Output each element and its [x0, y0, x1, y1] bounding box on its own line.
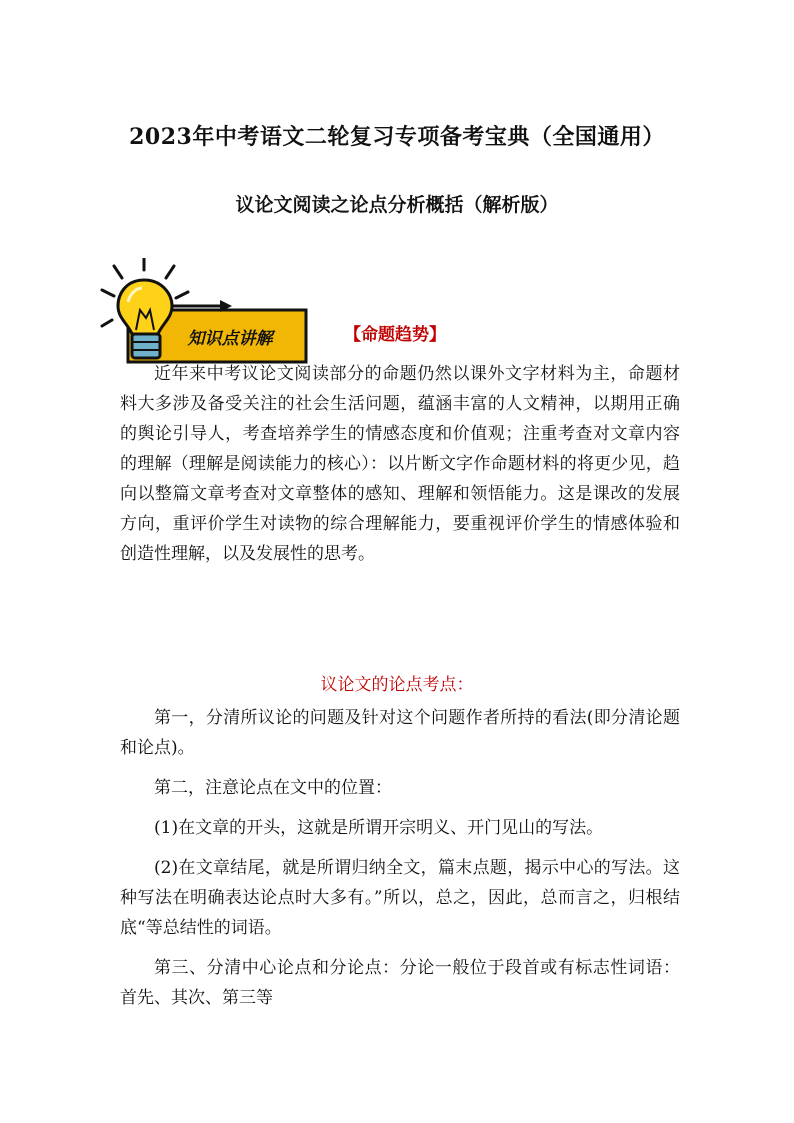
- key-point-item: 第三、分清中心论点和分论点：分论一般位于段首或有标志性词语：首先、其次、第三等: [120, 958, 680, 1008]
- key-point-item: (1)在文章的开头，这就是所谓开宗明义、开门见山的写法。: [154, 818, 604, 838]
- key-point-item: 第一，分清所议论的问题及针对这个问题作者所持的看法(即分清论题和论点)。: [120, 708, 680, 758]
- key-point-item: 第二，注意论点在文中的位置：: [154, 778, 392, 798]
- knowledge-badge: [100, 258, 340, 368]
- badge-label: 知识点讲解: [187, 329, 273, 349]
- key-point-item: (2)在文章结尾，就是所谓归纳全文，篇末点题，揭示中心的写法。这种写法在明确表达论点时大多有。”所以，总之，因此，总而言之，归根结底“等总结性的词语。: [120, 858, 680, 938]
- trend-heading: 【命题趋势】: [344, 325, 446, 345]
- trend-paragraph: 近年来中考议论文阅读部分的命题仍然以课外文字材料为主，命题材料大多涉及备受关注的社会生活问题，蕴涵丰富的人文精神，以期用正确的舆论引导人，考查培养学生的情感态度和价值观；注重考查对文章内容的理解（理解是阅读能力的核心）：以片断文字作命题材料的将更少见，趋向以整篇文章考查对文章整体的感知、理解和领悟能力。这是课改的发展方向，重评价学生对读物的综合理解能力，要重视评价学生的情感体验和创造性理解，以及发展性的思考。: [120, 364, 680, 564]
- key-points-list: [120, 703, 680, 1023]
- document-title: 2023年中考语文二轮复习专项备考宝典（全国通用）: [129, 124, 665, 150]
- document-subtitle: 议论文阅读之论点分析概括（解析版）: [235, 194, 559, 216]
- key-points-heading: 议论文的论点考点：: [320, 675, 474, 695]
- lightbulb-icon: [100, 258, 340, 368]
